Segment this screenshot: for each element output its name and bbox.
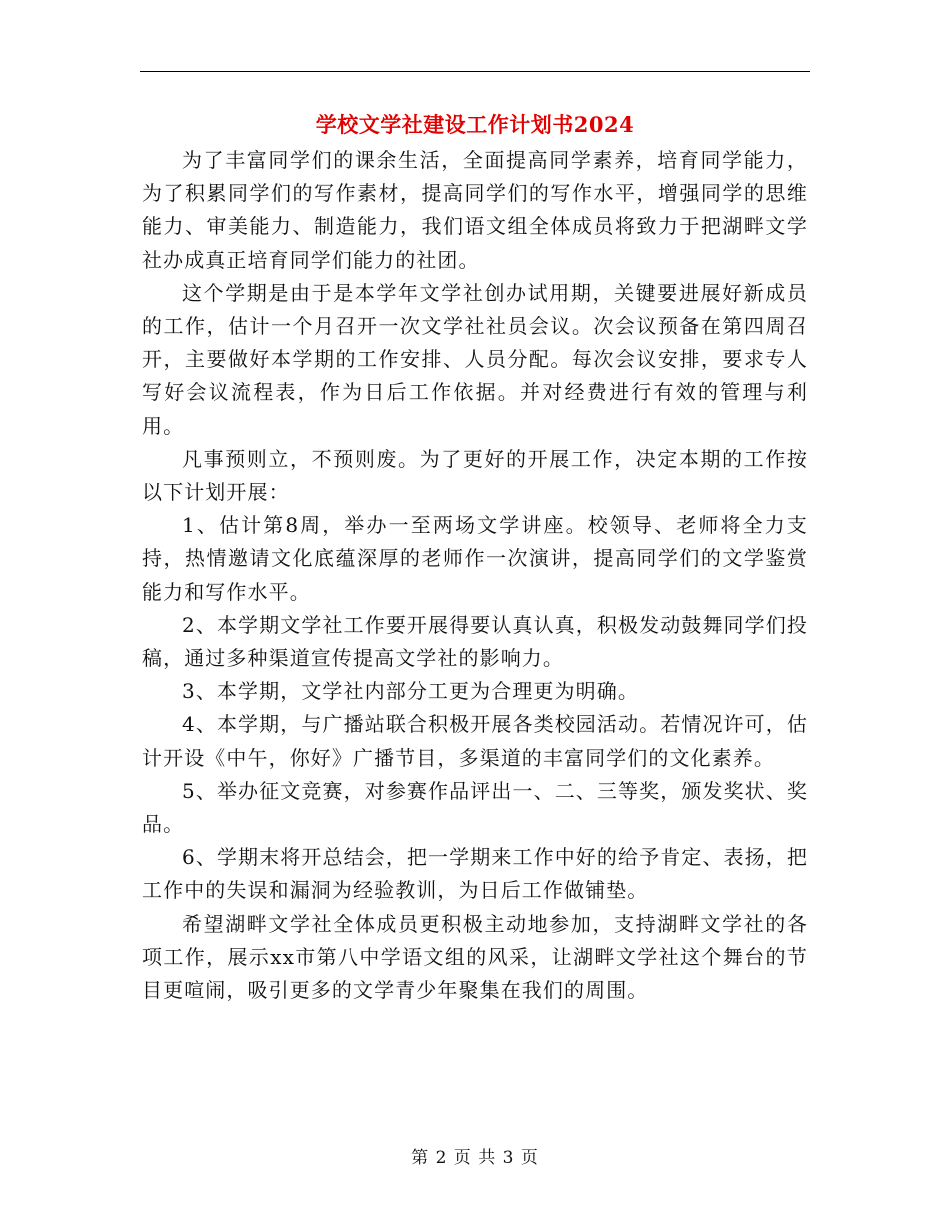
header-rule — [140, 71, 810, 72]
plan-item-4: 4、本学期，与广播站联合积极开展各类校园活动。若情况许可，估计开设《中午，你好》广播节目，多渠道的丰富同学们的文化素养。 — [142, 712, 808, 770]
paragraph-semester-plan: 这个学期是由于是本学年文学社创办试用期，关键要进展好新成员的工作，估计一个月召开一次文学社社员会议。次会议预备在第四周召开，主要做好本学期的工作安排、人员分配。每次会议安排，要求专人写好会议流程表，作为日后工作依据。并对经费进行有效的管理与利用。 — [142, 280, 808, 438]
document-body — [142, 144, 808, 1007]
paragraph-intro: 为了丰富同学们的课余生活，全面提高同学素养，培育同学能力，为了积累同学们的写作素材，提高同学们的写作水平，增强同学的思维能力、审美能力、制造能力，我们语文组全体成员将致力于把湖畔文学社办成真正培育同学们能力的社团。 — [142, 148, 808, 272]
plan-item-1: 1、估计第8周，举办一至两场文学讲座。校领导、老师将全力支持，热情邀请文化底蕴深厚的老师作一次演讲，提高同学们的文学鉴赏能力和写作水平。 — [142, 513, 808, 604]
plan-item-2: 2、本学期文学社工作要开展得要认真认真，积极发动鼓舞同学们投稿，通过多种渠道宣传提高文学社的影响力。 — [142, 612, 808, 671]
document-title: 学校文学社建设工作计划书2024 — [315, 112, 635, 137]
plan-item-6: 6、学期末将开总结会，把一学期来工作中好的给予肯定、表扬，把工作中的失误和漏洞为经验教训，为日后工作做铺垫。 — [142, 845, 808, 903]
paragraph-closing: 希望湖畔文学社全体成员更积极主动地参加，支持湖畔文学社的各项工作，展示xx市第八中学语文组的风采，让湖畔文学社这个舞台的节目更喧闹，吸引更多的文学青少年聚集在我们的周围。 — [142, 911, 808, 1003]
plan-item-3: 3、本学期，文学社内部分工更为合理更为明确。 — [182, 679, 639, 704]
plan-item-5: 5、举办征文竞赛，对参赛作品评出一、二、三等奖，颁发奖状、奖品。 — [142, 778, 808, 837]
page-number-footer: 第 2 页 共 3 页 — [411, 1148, 539, 1168]
paragraph-plan-lead: 凡事预则立，不预则废。为了更好的开展工作，决定本期的工作按以下计划开展： — [142, 446, 808, 505]
